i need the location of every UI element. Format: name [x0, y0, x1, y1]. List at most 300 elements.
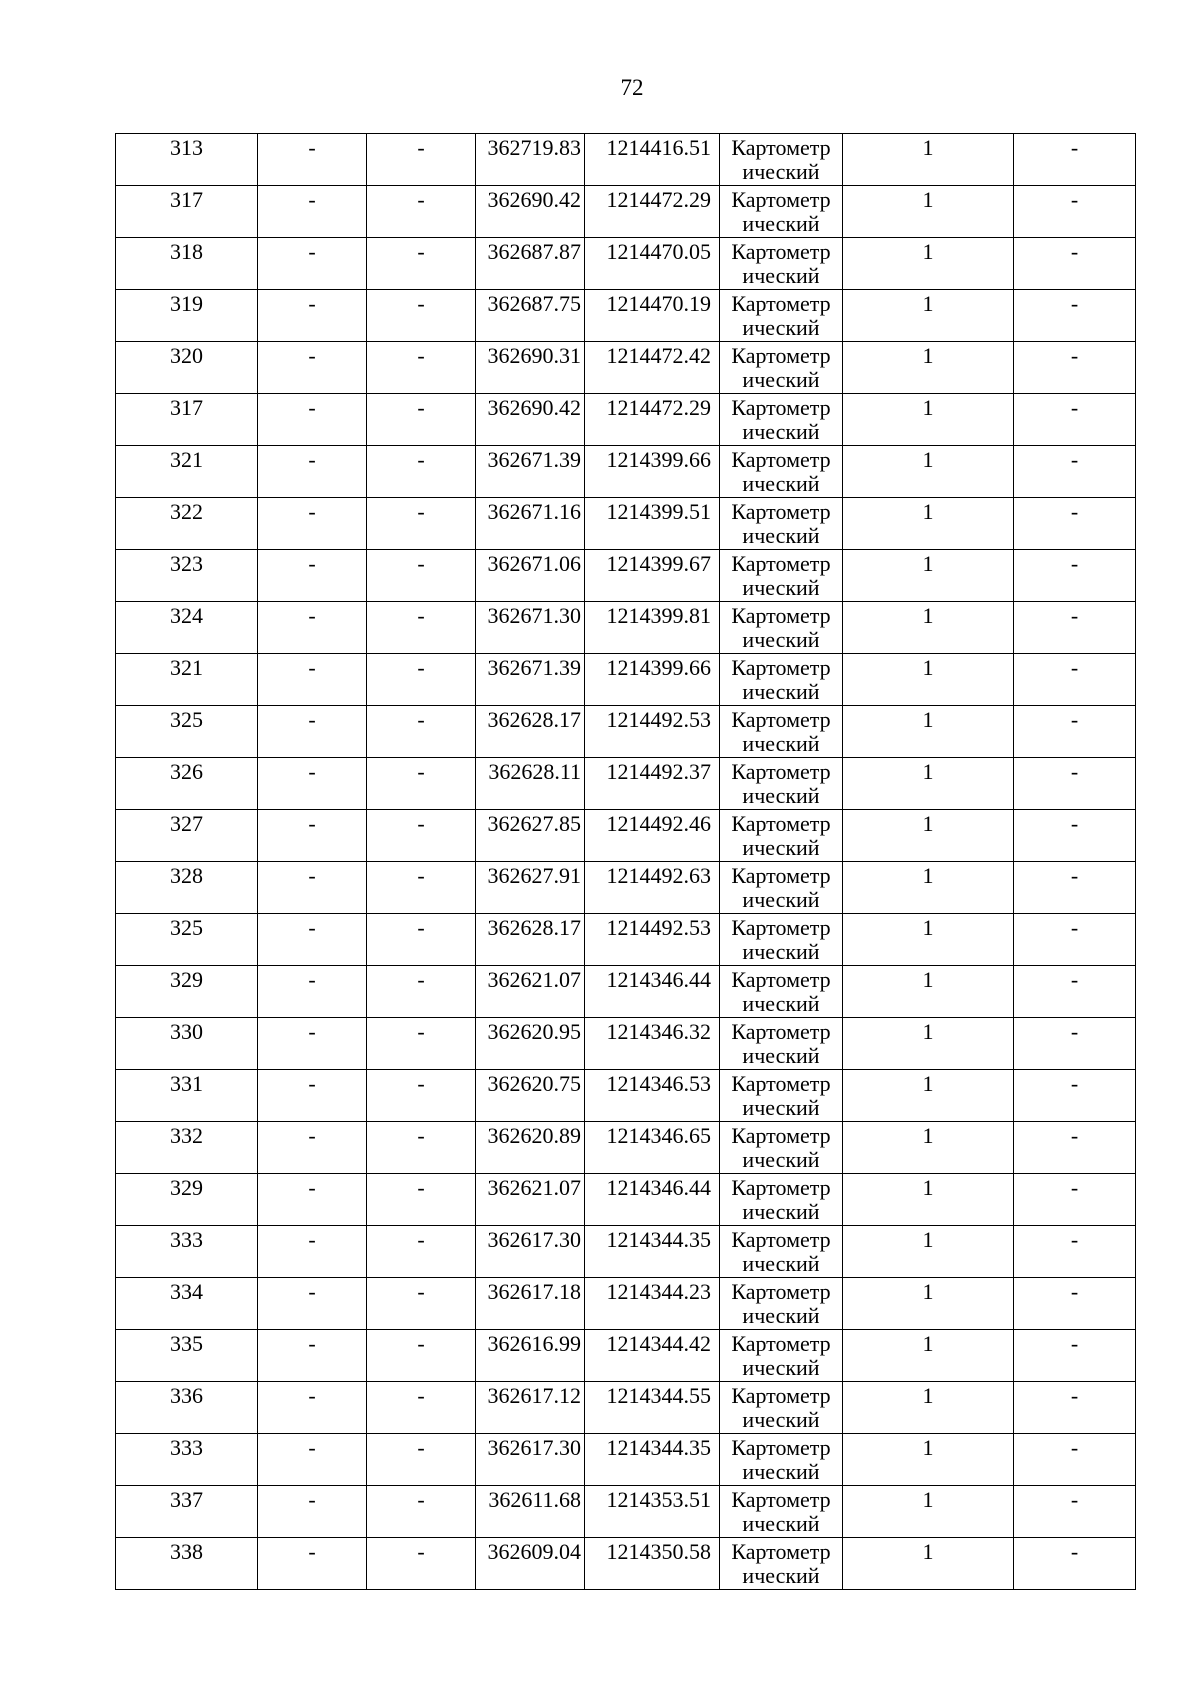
method-cell	[720, 1382, 843, 1434]
column-3-cell: -	[367, 1434, 476, 1486]
x-coordinate-cell: 362620.75	[476, 1070, 585, 1122]
y-coordinate-cell: 1214353.51	[585, 1486, 720, 1538]
table-row	[116, 342, 1136, 394]
method-text-line-1: Картометр	[731, 915, 831, 940]
method-text-line-1: Картометр	[731, 1383, 831, 1408]
note-cell: -	[1014, 498, 1136, 550]
method-text-line-2: ический	[742, 783, 820, 808]
table-row	[116, 1486, 1136, 1538]
note-cell: -	[1014, 186, 1136, 238]
method-text-line-1: Картометр	[731, 395, 831, 420]
accuracy-cell: 1	[843, 498, 1014, 550]
note-cell: -	[1014, 342, 1136, 394]
method-text-line-2: ический	[742, 1563, 820, 1588]
column-3-cell: -	[367, 238, 476, 290]
method-cell	[720, 810, 843, 862]
point-number-cell: 334	[116, 1278, 258, 1330]
note-cell: -	[1014, 1538, 1136, 1590]
column-2-cell: -	[258, 394, 367, 446]
method-cell	[720, 966, 843, 1018]
method-text-line-2: ический	[742, 263, 820, 288]
y-coordinate-cell: 1214399.66	[585, 446, 720, 498]
method-text-line-1: Картометр	[731, 499, 831, 524]
column-3-cell: -	[367, 862, 476, 914]
column-2-cell: -	[258, 290, 367, 342]
accuracy-cell: 1	[843, 134, 1014, 186]
point-number-cell: 321	[116, 654, 258, 706]
method-cell	[720, 1070, 843, 1122]
note-cell: -	[1014, 1226, 1136, 1278]
method-text-line-2: ический	[742, 1355, 820, 1380]
accuracy-cell: 1	[843, 1382, 1014, 1434]
method-cell	[720, 498, 843, 550]
table-row	[116, 810, 1136, 862]
method-text-line-1: Картометр	[731, 343, 831, 368]
x-coordinate-cell: 362671.39	[476, 654, 585, 706]
table-row	[116, 1538, 1136, 1590]
method-text-line-1: Картометр	[731, 759, 831, 784]
accuracy-cell: 1	[843, 914, 1014, 966]
accuracy-cell: 1	[843, 758, 1014, 810]
method-text-line-1: Картометр	[731, 1487, 831, 1512]
table-row	[116, 134, 1136, 186]
x-coordinate-cell: 362690.42	[476, 186, 585, 238]
accuracy-cell: 1	[843, 1070, 1014, 1122]
y-coordinate-cell: 1214346.53	[585, 1070, 720, 1122]
coordinates-table	[115, 133, 1136, 1590]
x-coordinate-cell: 362690.42	[476, 394, 585, 446]
point-number-cell: 324	[116, 602, 258, 654]
column-2-cell: -	[258, 498, 367, 550]
column-2-cell: -	[258, 238, 367, 290]
method-cell	[720, 758, 843, 810]
note-cell: -	[1014, 134, 1136, 186]
x-coordinate-cell: 362617.30	[476, 1434, 585, 1486]
note-cell: -	[1014, 1486, 1136, 1538]
y-coordinate-cell: 1214350.58	[585, 1538, 720, 1590]
y-coordinate-cell: 1214344.55	[585, 1382, 720, 1434]
column-2-cell: -	[258, 706, 367, 758]
method-text-line-1: Картометр	[731, 1227, 831, 1252]
column-3-cell: -	[367, 1278, 476, 1330]
method-text-line-2: ический	[742, 1199, 820, 1224]
method-text-line-1: Картометр	[731, 863, 831, 888]
column-3-cell: -	[367, 1070, 476, 1122]
column-3-cell: -	[367, 394, 476, 446]
column-2-cell: -	[258, 134, 367, 186]
method-text-line-2: ический	[742, 991, 820, 1016]
method-cell	[720, 1486, 843, 1538]
note-cell: -	[1014, 1174, 1136, 1226]
method-cell	[720, 550, 843, 602]
table-row	[116, 1070, 1136, 1122]
column-3-cell: -	[367, 498, 476, 550]
x-coordinate-cell: 362687.87	[476, 238, 585, 290]
method-text-line-2: ический	[742, 939, 820, 964]
y-coordinate-cell: 1214492.46	[585, 810, 720, 862]
method-text-line-2: ический	[742, 731, 820, 756]
table-row	[116, 290, 1136, 342]
x-coordinate-cell: 362671.06	[476, 550, 585, 602]
note-cell: -	[1014, 966, 1136, 1018]
column-2-cell: -	[258, 1174, 367, 1226]
method-text-line-2: ический	[742, 679, 820, 704]
method-text-line-1: Картометр	[731, 603, 831, 628]
y-coordinate-cell: 1214472.42	[585, 342, 720, 394]
note-cell: -	[1014, 654, 1136, 706]
column-3-cell: -	[367, 810, 476, 862]
accuracy-cell: 1	[843, 186, 1014, 238]
x-coordinate-cell: 362628.17	[476, 706, 585, 758]
table-row	[116, 862, 1136, 914]
method-cell	[720, 134, 843, 186]
x-coordinate-cell: 362628.11	[476, 758, 585, 810]
point-number-cell: 336	[116, 1382, 258, 1434]
method-cell	[720, 1538, 843, 1590]
method-text-line-2: ический	[742, 523, 820, 548]
note-cell: -	[1014, 446, 1136, 498]
x-coordinate-cell: 362620.95	[476, 1018, 585, 1070]
column-3-cell: -	[367, 1486, 476, 1538]
note-cell: -	[1014, 1434, 1136, 1486]
column-2-cell: -	[258, 1538, 367, 1590]
method-cell	[720, 1018, 843, 1070]
accuracy-cell: 1	[843, 862, 1014, 914]
accuracy-cell: 1	[843, 1174, 1014, 1226]
column-2-cell: -	[258, 1122, 367, 1174]
column-3-cell: -	[367, 1174, 476, 1226]
column-2-cell: -	[258, 1278, 367, 1330]
method-cell	[720, 1434, 843, 1486]
note-cell: -	[1014, 1382, 1136, 1434]
method-cell	[720, 238, 843, 290]
point-number-cell: 331	[116, 1070, 258, 1122]
method-text-line-1: Картометр	[731, 811, 831, 836]
column-2-cell: -	[258, 1382, 367, 1434]
x-coordinate-cell: 362627.91	[476, 862, 585, 914]
note-cell: -	[1014, 394, 1136, 446]
table-row	[116, 1018, 1136, 1070]
method-text-line-1: Картометр	[731, 239, 831, 264]
column-3-cell: -	[367, 966, 476, 1018]
table-row	[116, 602, 1136, 654]
point-number-cell: 323	[116, 550, 258, 602]
y-coordinate-cell: 1214416.51	[585, 134, 720, 186]
x-coordinate-cell: 362609.04	[476, 1538, 585, 1590]
point-number-cell: 322	[116, 498, 258, 550]
note-cell: -	[1014, 550, 1136, 602]
point-number-cell: 318	[116, 238, 258, 290]
method-cell	[720, 914, 843, 966]
y-coordinate-cell: 1214399.66	[585, 654, 720, 706]
column-3-cell: -	[367, 1538, 476, 1590]
method-text-line-1: Картометр	[731, 187, 831, 212]
accuracy-cell: 1	[843, 1122, 1014, 1174]
column-2-cell: -	[258, 1330, 367, 1382]
y-coordinate-cell: 1214470.19	[585, 290, 720, 342]
y-coordinate-cell: 1214346.44	[585, 966, 720, 1018]
point-number-cell: 335	[116, 1330, 258, 1382]
method-text-line-1: Картометр	[731, 655, 831, 680]
method-text-line-1: Картометр	[731, 707, 831, 732]
method-text-line-2: ический	[742, 575, 820, 600]
note-cell: -	[1014, 758, 1136, 810]
y-coordinate-cell: 1214492.63	[585, 862, 720, 914]
method-text-line-2: ический	[742, 1407, 820, 1432]
column-3-cell: -	[367, 1382, 476, 1434]
note-cell: -	[1014, 1278, 1136, 1330]
y-coordinate-cell: 1214344.35	[585, 1434, 720, 1486]
table-row	[116, 1434, 1136, 1486]
column-3-cell: -	[367, 1122, 476, 1174]
note-cell: -	[1014, 810, 1136, 862]
y-coordinate-cell: 1214344.35	[585, 1226, 720, 1278]
point-number-cell: 321	[116, 446, 258, 498]
column-2-cell: -	[258, 1226, 367, 1278]
method-text-line-1: Картометр	[731, 447, 831, 472]
point-number-cell: 338	[116, 1538, 258, 1590]
table-row	[116, 1330, 1136, 1382]
point-number-cell: 325	[116, 706, 258, 758]
method-text-line-2: ический	[742, 471, 820, 496]
method-text-line-2: ический	[742, 1459, 820, 1484]
method-text-line-2: ический	[742, 1147, 820, 1172]
table-row	[116, 550, 1136, 602]
x-coordinate-cell: 362628.17	[476, 914, 585, 966]
column-2-cell: -	[258, 654, 367, 706]
accuracy-cell: 1	[843, 1538, 1014, 1590]
method-cell	[720, 446, 843, 498]
accuracy-cell: 1	[843, 394, 1014, 446]
note-cell: -	[1014, 1122, 1136, 1174]
y-coordinate-cell: 1214492.53	[585, 914, 720, 966]
method-text-line-2: ический	[742, 1095, 820, 1120]
x-coordinate-cell: 362690.31	[476, 342, 585, 394]
method-text-line-1: Картометр	[731, 1175, 831, 1200]
column-3-cell: -	[367, 550, 476, 602]
method-text-line-1: Картометр	[731, 1123, 831, 1148]
table-row	[116, 394, 1136, 446]
point-number-cell: 317	[116, 186, 258, 238]
accuracy-cell: 1	[843, 1278, 1014, 1330]
method-cell	[720, 186, 843, 238]
table-row	[116, 1278, 1136, 1330]
table-row	[116, 654, 1136, 706]
table-row	[116, 1122, 1136, 1174]
column-3-cell: -	[367, 134, 476, 186]
accuracy-cell: 1	[843, 1018, 1014, 1070]
table-row	[116, 1226, 1136, 1278]
column-2-cell: -	[258, 914, 367, 966]
accuracy-cell: 1	[843, 810, 1014, 862]
point-number-cell: 329	[116, 966, 258, 1018]
x-coordinate-cell: 362617.18	[476, 1278, 585, 1330]
note-cell: -	[1014, 602, 1136, 654]
x-coordinate-cell: 362687.75	[476, 290, 585, 342]
table-row	[116, 238, 1136, 290]
table-row	[116, 966, 1136, 1018]
accuracy-cell: 1	[843, 342, 1014, 394]
accuracy-cell: 1	[843, 654, 1014, 706]
x-coordinate-cell: 362611.68	[476, 1486, 585, 1538]
column-2-cell: -	[258, 1486, 367, 1538]
column-2-cell: -	[258, 550, 367, 602]
accuracy-cell: 1	[843, 1226, 1014, 1278]
column-3-cell: -	[367, 186, 476, 238]
note-cell: -	[1014, 290, 1136, 342]
y-coordinate-cell: 1214344.42	[585, 1330, 720, 1382]
point-number-cell: 313	[116, 134, 258, 186]
method-text-line-1: Картометр	[731, 1539, 831, 1564]
note-cell: -	[1014, 1330, 1136, 1382]
column-2-cell: -	[258, 602, 367, 654]
note-cell: -	[1014, 862, 1136, 914]
y-coordinate-cell: 1214346.65	[585, 1122, 720, 1174]
page-number: 72	[620, 75, 644, 100]
note-cell: -	[1014, 1018, 1136, 1070]
method-text-line-2: ический	[742, 835, 820, 860]
method-text-line-2: ический	[742, 315, 820, 340]
column-2-cell: -	[258, 342, 367, 394]
method-cell	[720, 654, 843, 706]
column-3-cell: -	[367, 342, 476, 394]
column-2-cell: -	[258, 186, 367, 238]
column-2-cell: -	[258, 966, 367, 1018]
point-number-cell: 330	[116, 1018, 258, 1070]
x-coordinate-cell: 362627.85	[476, 810, 585, 862]
method-text-line-2: ический	[742, 1043, 820, 1068]
method-text-line-2: ический	[742, 1251, 820, 1276]
accuracy-cell: 1	[843, 290, 1014, 342]
y-coordinate-cell: 1214492.37	[585, 758, 720, 810]
point-number-cell: 317	[116, 394, 258, 446]
method-text-line-1: Картометр	[731, 551, 831, 576]
column-2-cell: -	[258, 810, 367, 862]
column-2-cell: -	[258, 446, 367, 498]
method-text-line-2: ический	[742, 627, 820, 652]
y-coordinate-cell: 1214472.29	[585, 394, 720, 446]
note-cell: -	[1014, 1070, 1136, 1122]
method-text-line-2: ический	[742, 159, 820, 184]
method-text-line-1: Картометр	[731, 291, 831, 316]
accuracy-cell: 1	[843, 602, 1014, 654]
point-number-cell: 332	[116, 1122, 258, 1174]
x-coordinate-cell: 362719.83	[476, 134, 585, 186]
method-text-line-1: Картометр	[731, 1279, 831, 1304]
point-number-cell: 326	[116, 758, 258, 810]
method-text-line-2: ический	[742, 367, 820, 392]
accuracy-cell: 1	[843, 446, 1014, 498]
table-row	[116, 498, 1136, 550]
column-3-cell: -	[367, 914, 476, 966]
accuracy-cell: 1	[843, 1486, 1014, 1538]
accuracy-cell: 1	[843, 550, 1014, 602]
method-cell	[720, 1330, 843, 1382]
y-coordinate-cell: 1214399.51	[585, 498, 720, 550]
method-cell	[720, 1226, 843, 1278]
method-text-line-2: ический	[742, 887, 820, 912]
accuracy-cell: 1	[843, 1330, 1014, 1382]
x-coordinate-cell: 362620.89	[476, 1122, 585, 1174]
method-text-line-1: Картометр	[731, 1071, 831, 1096]
table-row	[116, 1382, 1136, 1434]
y-coordinate-cell: 1214346.32	[585, 1018, 720, 1070]
method-cell	[720, 1174, 843, 1226]
table-row	[116, 446, 1136, 498]
x-coordinate-cell: 362671.39	[476, 446, 585, 498]
method-cell	[720, 394, 843, 446]
table-row	[116, 914, 1136, 966]
column-3-cell: -	[367, 1330, 476, 1382]
point-number-cell: 329	[116, 1174, 258, 1226]
y-coordinate-cell: 1214492.53	[585, 706, 720, 758]
table-row	[116, 706, 1136, 758]
column-3-cell: -	[367, 758, 476, 810]
method-text-line-2: ический	[742, 211, 820, 236]
y-coordinate-cell: 1214472.29	[585, 186, 720, 238]
method-cell	[720, 342, 843, 394]
x-coordinate-cell: 362617.30	[476, 1226, 585, 1278]
x-coordinate-cell: 362621.07	[476, 966, 585, 1018]
y-coordinate-cell: 1214346.44	[585, 1174, 720, 1226]
point-number-cell: 333	[116, 1226, 258, 1278]
point-number-cell: 337	[116, 1486, 258, 1538]
method-text-line-1: Картометр	[731, 967, 831, 992]
table-row	[116, 758, 1136, 810]
y-coordinate-cell: 1214399.67	[585, 550, 720, 602]
y-coordinate-cell: 1214344.23	[585, 1278, 720, 1330]
column-3-cell: -	[367, 706, 476, 758]
column-2-cell: -	[258, 758, 367, 810]
column-2-cell: -	[258, 1070, 367, 1122]
column-2-cell: -	[258, 1434, 367, 1486]
method-text-line-2: ический	[742, 1303, 820, 1328]
method-text-line-1: Картометр	[731, 1435, 831, 1460]
point-number-cell: 328	[116, 862, 258, 914]
accuracy-cell: 1	[843, 706, 1014, 758]
y-coordinate-cell: 1214470.05	[585, 238, 720, 290]
column-3-cell: -	[367, 290, 476, 342]
method-cell	[720, 706, 843, 758]
method-text-line-1: Картометр	[731, 1019, 831, 1044]
table-body	[116, 134, 1136, 1590]
point-number-cell: 325	[116, 914, 258, 966]
x-coordinate-cell: 362671.16	[476, 498, 585, 550]
column-2-cell: -	[258, 862, 367, 914]
y-coordinate-cell: 1214399.81	[585, 602, 720, 654]
table-row	[116, 186, 1136, 238]
note-cell: -	[1014, 238, 1136, 290]
method-cell	[720, 862, 843, 914]
column-3-cell: -	[367, 446, 476, 498]
method-cell	[720, 602, 843, 654]
method-text-line-2: ический	[742, 419, 820, 444]
method-cell	[720, 1278, 843, 1330]
point-number-cell: 327	[116, 810, 258, 862]
column-3-cell: -	[367, 602, 476, 654]
note-cell: -	[1014, 706, 1136, 758]
method-text-line-1: Картометр	[731, 135, 831, 160]
x-coordinate-cell: 362621.07	[476, 1174, 585, 1226]
column-3-cell: -	[367, 654, 476, 706]
point-number-cell: 333	[116, 1434, 258, 1486]
point-number-cell: 320	[116, 342, 258, 394]
accuracy-cell: 1	[843, 1434, 1014, 1486]
method-text-line-1: Картометр	[731, 1331, 831, 1356]
table-row	[116, 1174, 1136, 1226]
x-coordinate-cell: 362671.30	[476, 602, 585, 654]
column-3-cell: -	[367, 1018, 476, 1070]
